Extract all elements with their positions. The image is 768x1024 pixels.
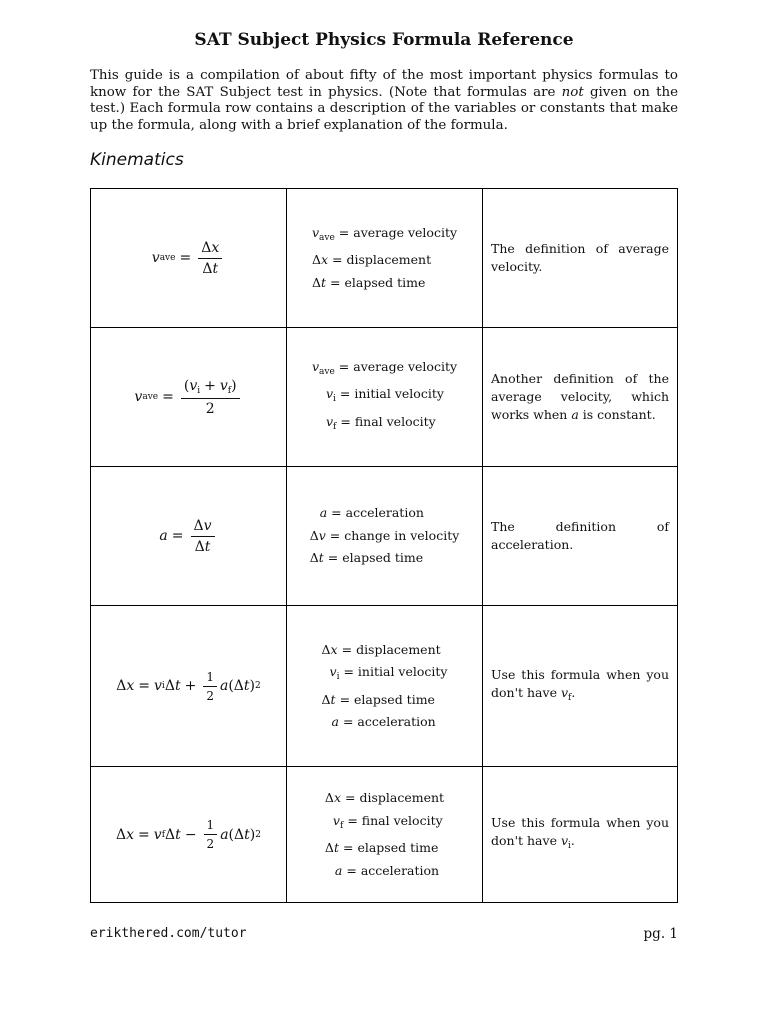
variable-list xyxy=(310,502,460,570)
explanation-text: Use this formula when you don't have $v_f$. xyxy=(491,666,669,703)
variables-cell xyxy=(287,189,483,328)
variable-description: Δx = displacement xyxy=(324,790,445,805)
variable-description: Δt = elapsed time xyxy=(321,691,435,707)
explanation-text: The definition of acceleration. xyxy=(491,519,669,552)
variable-list xyxy=(312,222,457,295)
explanation-text: The definition of average velocity. xyxy=(491,241,669,274)
page-number: pg. 1 xyxy=(643,926,678,942)
formula-displacement-vf: Δ x = v f Δ t − $\frac{1}{2}$ a ( Δ t ) 2 xyxy=(116,818,261,851)
formula-cell xyxy=(91,189,287,328)
formula-cell xyxy=(91,767,287,903)
variable-description: $v_i$ = initial velocity xyxy=(325,386,444,405)
footer-site-link[interactable]: erikthered.com/tutor xyxy=(90,926,247,941)
variable-description: Δt = elapsed time xyxy=(309,550,424,566)
explanation-cell xyxy=(483,328,678,467)
intro-paragraph xyxy=(90,68,678,134)
explanation-text: Use this formula when you don't have $v_i$. xyxy=(491,815,669,851)
formula-table xyxy=(90,188,678,903)
variable-list xyxy=(322,639,448,734)
variables-cell xyxy=(287,606,483,767)
intro-text-1: This guide is a compilation of about fifty of the most important physics formulas to know for the SAT Subject test in physics. (Note that formulas are xyxy=(90,68,678,100)
variable-list xyxy=(325,787,444,882)
formula-row xyxy=(91,767,678,903)
variable-list xyxy=(312,356,457,439)
variables-cell xyxy=(287,467,483,606)
page-title: SAT Subject Physics Formula Reference xyxy=(194,30,574,50)
explanation-cell xyxy=(483,467,678,606)
explanation-text: Another definition of the average velocity, which works when a is constant. xyxy=(491,371,669,422)
variable-description: a = acceleration xyxy=(334,862,440,878)
variable-description: $v_i$ = initial velocity xyxy=(329,664,448,682)
variable-description: a = acceleration xyxy=(331,714,436,729)
formula-row xyxy=(91,189,678,328)
formula-acceleration: a = $\frac{\Delta v}{\Delta t}$ xyxy=(159,518,217,555)
formula-row xyxy=(91,328,678,467)
formula-cell xyxy=(91,467,287,606)
variable-description: $v_{ave}$ = average velocity xyxy=(311,358,458,377)
formula-cell xyxy=(91,328,287,467)
variables-cell xyxy=(287,328,483,467)
formula-row xyxy=(91,606,678,767)
variable-description: Δx = displacement xyxy=(311,252,432,268)
formula-displacement-vi: Δ x = v i Δ t + $\frac{1}{2}$ a ( Δ t ) 2 xyxy=(116,669,261,703)
explanation-cell xyxy=(483,189,678,328)
variable-description: $v_f$ = final velocity xyxy=(325,413,436,432)
variable-description: a = acceleration xyxy=(319,505,424,521)
variable-description: Δt = elapsed time xyxy=(324,840,439,855)
variable-description: Δt = elapsed time xyxy=(311,274,426,290)
variables-cell xyxy=(287,767,483,903)
formula-average-velocity: v ave = $\frac{\Delta x}{\Delta t}$ xyxy=(152,240,225,277)
variable-description: Δv = change in velocity xyxy=(309,527,460,543)
variable-description: $v_{ave}$ = average velocity xyxy=(311,224,458,243)
formula-average-velocity-constant-a: v ave = $\frac{(v_i + v_f)}{2}$ xyxy=(134,378,242,417)
explanation-cell xyxy=(483,606,678,767)
section-heading: Kinematics xyxy=(90,150,184,170)
variable-description: $v_f$ = final velocity xyxy=(332,812,443,831)
intro-emphasis: not xyxy=(561,84,584,100)
formula-cell xyxy=(91,606,287,767)
explanation-cell xyxy=(483,767,678,903)
variable-description: Δx = displacement xyxy=(321,641,441,657)
formula-row xyxy=(91,467,678,606)
intro-text-2: given on the test.) Each formula row contains a description of the variables or constants that make up the formula, along with a brief explanation of the formula. xyxy=(90,84,678,133)
